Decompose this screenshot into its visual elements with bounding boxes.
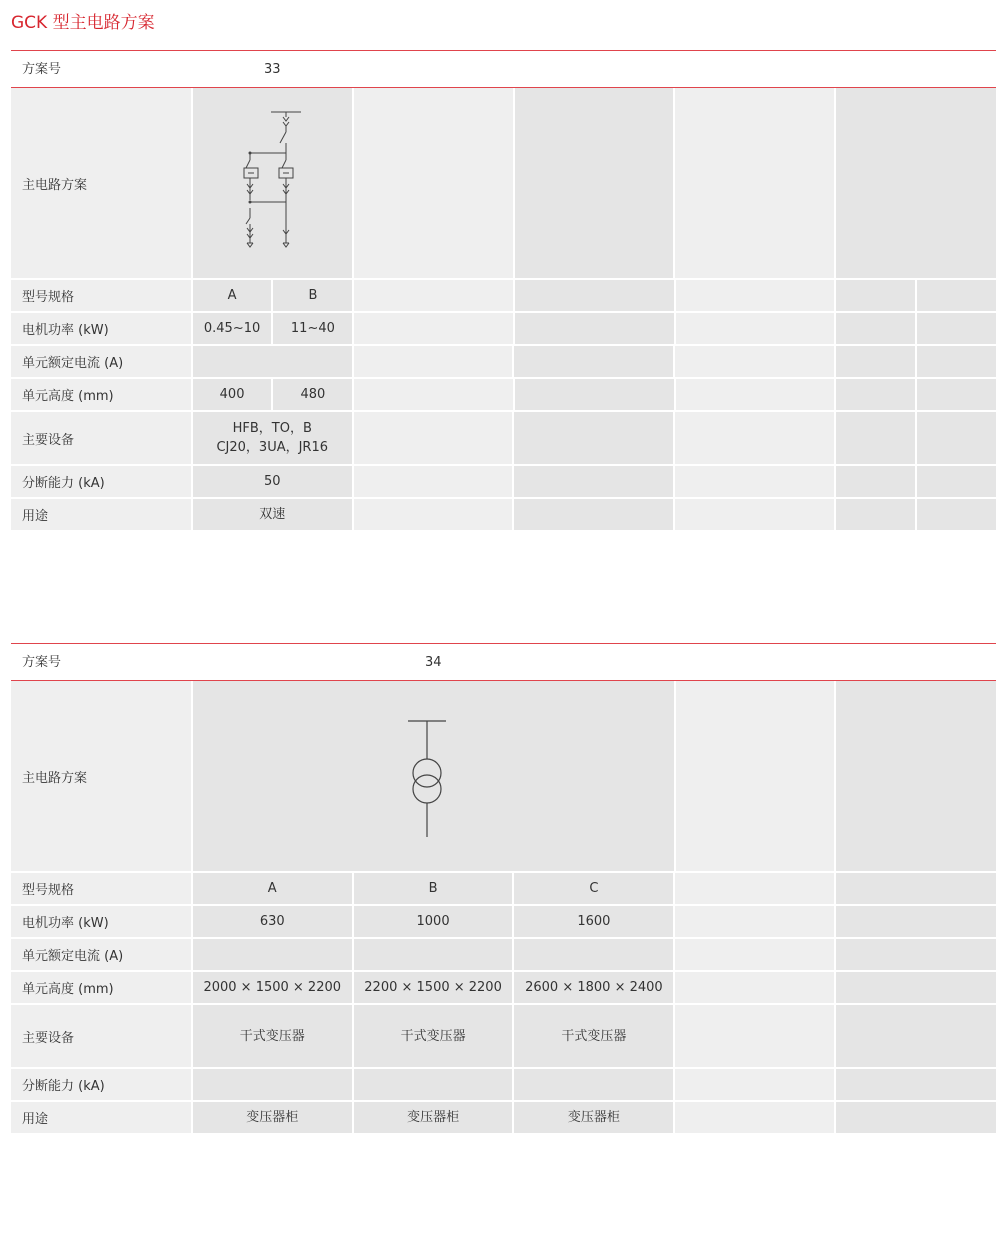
power-b: 11~40 (273, 313, 352, 344)
height-row (11, 379, 996, 410)
empty-cell (836, 1069, 996, 1100)
model-a: A (193, 280, 272, 311)
scheme-number-label: 方案号 (22, 655, 62, 670)
breaking-label: 分断能力 (kA) (11, 1069, 191, 1100)
empty-cell (836, 466, 915, 497)
empty-cell (675, 412, 834, 464)
two-speed-motor-circuit-diagram (193, 88, 352, 278)
empty-cell (675, 466, 834, 497)
height-b: 2200 × 1500 × 2200 (354, 972, 513, 1003)
empty-cell (354, 466, 513, 497)
height-a: 400 (193, 379, 272, 410)
empty-cell (676, 313, 835, 344)
power-a: 0.45~10 (193, 313, 272, 344)
empty-cell (515, 280, 674, 311)
empty-cell (675, 939, 834, 970)
equipment-row (11, 1005, 996, 1067)
empty-cell (836, 1005, 996, 1067)
model-label: 型号规格 (11, 280, 191, 311)
empty-cell (354, 280, 513, 311)
equipment-line-2: CJ20，3UA，JR16 (216, 440, 329, 455)
empty-cell (514, 499, 673, 530)
empty-cell (836, 313, 915, 344)
empty-cell (514, 346, 673, 377)
circuit-diagram-cell (193, 681, 674, 871)
empty-cell (354, 313, 513, 344)
usage-row (11, 1102, 996, 1133)
scheme-number-value: 34 (425, 655, 442, 670)
empty-cell (675, 873, 834, 904)
equipment-label: 主要设备 (11, 1005, 191, 1067)
empty-cell (917, 313, 996, 344)
scheme-number-value: 33 (264, 62, 281, 77)
page-title: GCK 型主电路方案 (11, 13, 155, 33)
current-value (193, 346, 352, 377)
power-label: 电机功率 (kW) (11, 313, 191, 344)
empty-cell (514, 412, 673, 464)
empty-cell (917, 280, 996, 311)
empty-cell (354, 88, 513, 278)
empty-cell (675, 972, 834, 1003)
breaking-b (354, 1069, 513, 1100)
usage-b: 变压器柜 (354, 1102, 513, 1133)
current-row (11, 346, 996, 377)
power-c: 1600 (514, 906, 673, 937)
empty-cell (836, 972, 996, 1003)
empty-cell (675, 1069, 834, 1100)
height-c: 2600 × 1800 × 2400 (514, 972, 673, 1003)
height-label: 单元高度 (mm) (11, 379, 191, 410)
current-label: 单元额定电流 (A) (11, 939, 191, 970)
power-row (11, 313, 996, 344)
height-b: 480 (273, 379, 352, 410)
empty-cell (917, 412, 996, 464)
empty-cell (836, 1102, 996, 1133)
empty-cell (836, 379, 915, 410)
equipment-b: 干式变压器 (354, 1005, 513, 1067)
equipment-c: 干式变压器 (514, 1005, 673, 1067)
scheme-34-table (11, 643, 996, 1133)
power-label: 电机功率 (kW) (11, 906, 191, 937)
usage-a: 变压器柜 (193, 1102, 352, 1133)
empty-cell (917, 379, 996, 410)
model-row (11, 280, 996, 311)
empty-cell (836, 412, 915, 464)
empty-cell (836, 681, 996, 871)
equipment-row (11, 412, 996, 464)
scheme-number-row (11, 50, 996, 88)
empty-cell (676, 681, 835, 871)
empty-cell (917, 499, 996, 530)
empty-cell (917, 346, 996, 377)
height-label: 单元高度 (mm) (11, 972, 191, 1003)
empty-cell (354, 499, 513, 530)
breaking-label: 分断能力 (kA) (11, 466, 191, 497)
empty-cell (676, 379, 835, 410)
circuit-diagram-cell (193, 88, 352, 278)
empty-cell (836, 873, 996, 904)
empty-cell (675, 346, 834, 377)
circuit-label: 主电路方案 (11, 88, 191, 278)
equipment-value (193, 412, 352, 464)
usage-label: 用途 (11, 1102, 191, 1133)
circuit-row (11, 681, 996, 871)
empty-cell (514, 466, 673, 497)
empty-cell (836, 499, 915, 530)
empty-cell (836, 906, 996, 937)
equipment-label: 主要设备 (11, 412, 191, 464)
empty-cell (354, 412, 513, 464)
equipment-a: 干式变压器 (193, 1005, 352, 1067)
empty-cell (836, 346, 915, 377)
circuit-row (11, 88, 996, 278)
usage-row (11, 499, 996, 530)
model-label: 型号规格 (11, 873, 191, 904)
empty-cell (917, 466, 996, 497)
current-c (514, 939, 673, 970)
empty-cell (675, 1102, 834, 1133)
power-row (11, 906, 996, 937)
empty-cell (675, 499, 834, 530)
empty-cell (515, 313, 674, 344)
empty-cell (354, 379, 513, 410)
usage-value: 双速 (193, 499, 352, 530)
breaking-value: 50 (193, 466, 352, 497)
breaking-c (514, 1069, 673, 1100)
empty-cell (836, 939, 996, 970)
current-label: 单元额定电流 (A) (11, 346, 191, 377)
model-c: C (514, 873, 673, 904)
current-b (354, 939, 513, 970)
scheme-number-row (11, 643, 996, 681)
model-b: B (354, 873, 513, 904)
empty-cell (515, 379, 674, 410)
scheme-33-table (11, 50, 996, 530)
empty-cell (354, 346, 513, 377)
empty-cell (675, 1005, 834, 1067)
current-a (193, 939, 352, 970)
equipment-line-1: HFB，TO，B (232, 421, 312, 436)
circuit-label: 主电路方案 (11, 681, 191, 871)
model-b: B (273, 280, 352, 311)
empty-cell (515, 88, 674, 278)
breaking-row (11, 466, 996, 497)
model-a: A (193, 873, 352, 904)
power-b: 1000 (354, 906, 513, 937)
empty-cell (836, 88, 996, 278)
empty-cell (836, 280, 915, 311)
current-row (11, 939, 996, 970)
empty-cell (675, 906, 834, 937)
power-a: 630 (193, 906, 352, 937)
scheme-number-label: 方案号 (22, 62, 62, 77)
transformer-circuit-diagram (193, 681, 674, 871)
model-row (11, 873, 996, 904)
breaking-row (11, 1069, 996, 1100)
empty-cell (675, 88, 834, 278)
height-a: 2000 × 1500 × 2200 (193, 972, 352, 1003)
usage-label: 用途 (11, 499, 191, 530)
usage-c: 变压器柜 (514, 1102, 673, 1133)
height-row (11, 972, 996, 1003)
breaking-a (193, 1069, 352, 1100)
empty-cell (676, 280, 835, 311)
